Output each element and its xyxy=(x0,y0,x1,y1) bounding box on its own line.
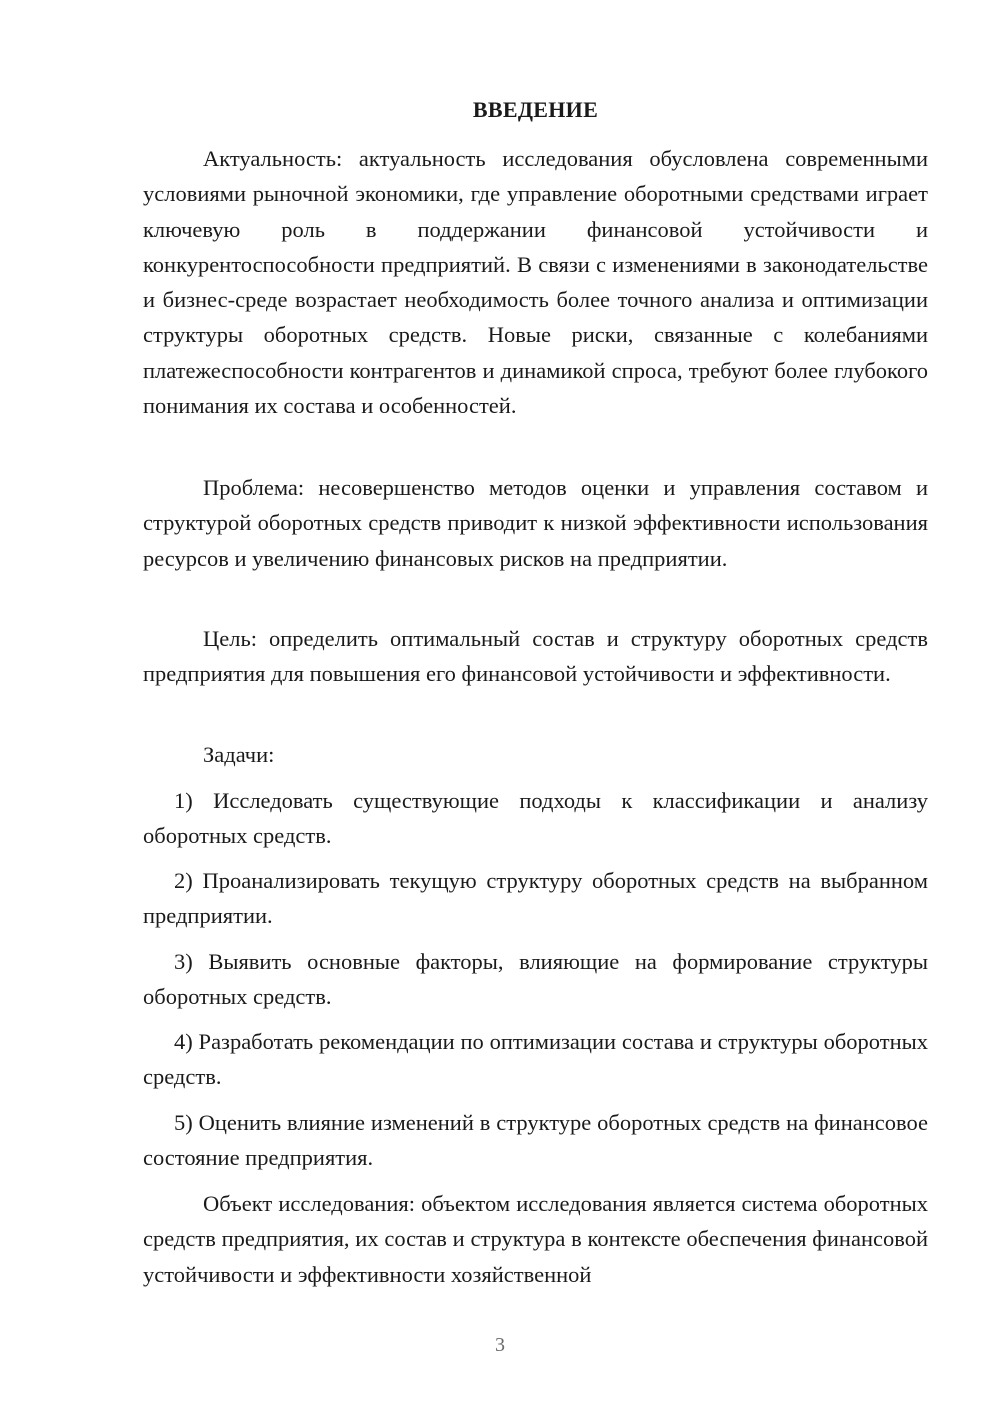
tasks-label: Задачи: xyxy=(203,742,275,767)
problem-paragraph: Проблема: несовершенство методов оценки и управления составом и структурой оборотных средств приводит к низкой эффективности использования ресурсов и увеличению финансовых рисков на предприятии. xyxy=(143,475,928,571)
page-number: 3 xyxy=(495,1334,505,1356)
section-heading: ВВЕДЕНИЕ xyxy=(472,97,599,122)
task-item-1: 1) Исследовать существующие подходы к классификации и анализу оборотных средств. xyxy=(143,788,928,849)
task-item-2: 2) Проанализировать текущую структуру оборотных средств на выбранном предприятии. xyxy=(143,868,928,929)
task-item-5: 5) Оценить влияние изменений в структуре оборотных средств на финансовое состояние предприятия. xyxy=(143,1110,928,1171)
relevance-paragraph: Актуальность: актуальность исследования обусловлена современными условиями рыночной экономики, где управление оборотными средствами играет ключевую роль в поддержании финансовой устойчивости и конкурентоспособности предприятий. В связи с изменениями в законодательстве и бизнес-среде возрастает необходимость более точного анализа и оптимизации структуры оборотных средств. Новые риски, связанные с колебаниями платежеспособности контрагентов и динамикой спроса, требуют более глубокого понимания их состава и особенностей. xyxy=(143,146,928,419)
object-paragraph: Объект исследования: объектом исследования является система оборотных средств предприятия, их состав и структура в контексте обеспечения финансовой устойчивости и эффективности хозяйственной xyxy=(143,1191,928,1287)
goal-paragraph: Цель: определить оптимальный состав и структуру оборотных средств предприятия для повышения его финансовой устойчивости и эффективности. xyxy=(143,626,928,687)
task-item-4: 4) Разработать рекомендации по оптимизации состава и структуры оборотных средств. xyxy=(143,1029,928,1090)
task-item-3: 3) Выявить основные факторы, влияющие на формирование структуры оборотных средств. xyxy=(143,949,928,1010)
